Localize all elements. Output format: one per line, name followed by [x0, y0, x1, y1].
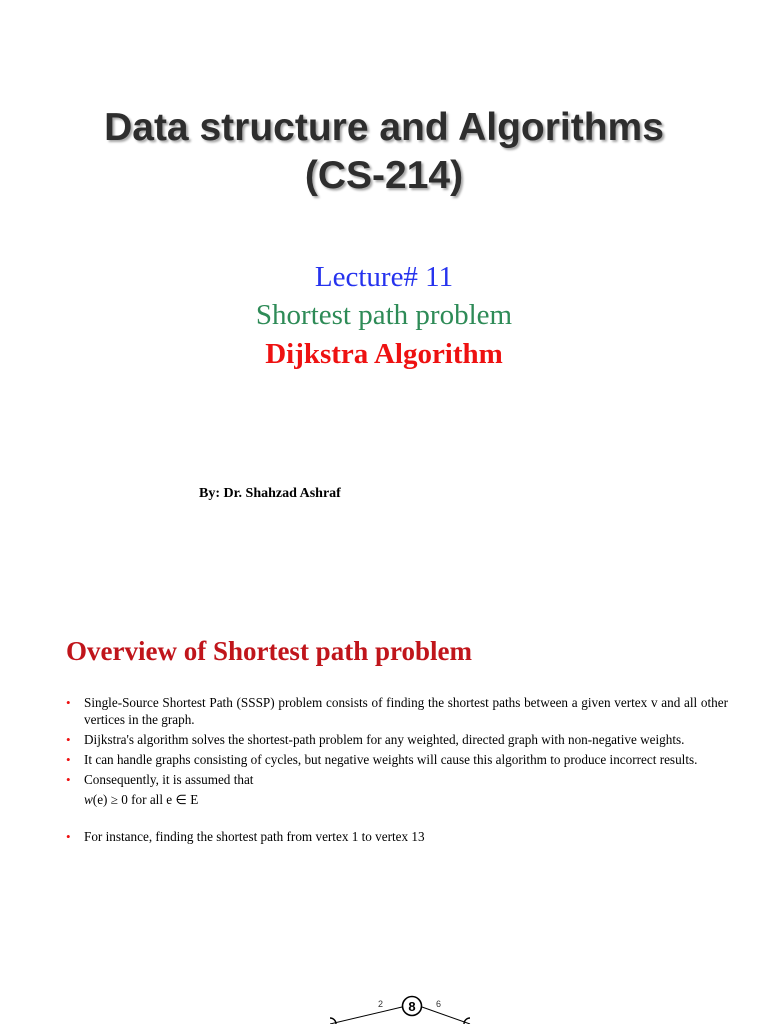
bullet-text: It can handle graphs consisting of cycles, but negative weights will cause this algorithm to produce incorrect results.: [84, 752, 698, 767]
topic-title: Shortest path problem: [255, 299, 513, 331]
bullet-text: Single-Source Shortest Path (SSSP) problem consists of finding the shortest paths between a given vertex v and all other vertices in the graph.: [84, 695, 728, 727]
formula-w: w: [84, 792, 93, 807]
bullet-item: [66, 771, 728, 808]
bullet-text: For instance, finding the shortest path from vertex 1 to vertex 13: [84, 829, 425, 844]
formula-rest: (e) ≥ 0 for all e ∈ E: [92, 792, 199, 807]
bullet-item: [66, 751, 728, 768]
bullet-dot-icon: •: [66, 732, 71, 747]
graph-edge-label-right: 6: [436, 999, 442, 1009]
graph-edge-left: [330, 1007, 402, 1024]
course-title-line1: Data structure and Algorithms: [104, 106, 664, 149]
algorithm-title: Dijkstra Algorithm: [265, 338, 503, 370]
graph-edge-right: [422, 1007, 470, 1024]
bullet-dot-icon: •: [66, 829, 71, 844]
bullet-item: [66, 731, 728, 748]
lecture-number: Lecture# 11: [314, 261, 454, 293]
bullet-text: Consequently, it is assumed that: [84, 772, 254, 787]
overview-slide: [0, 612, 768, 1024]
graph-edge-label-left: 2: [378, 999, 384, 1009]
graph-node-label: 8: [408, 999, 416, 1014]
bullet-dot-icon: •: [66, 752, 71, 767]
bullet-text: Dijkstra's algorithm solves the shortest-path problem for any weighted, directed graph with non-negative weights.: [84, 732, 685, 747]
bullet-dot-icon: •: [66, 772, 71, 787]
bullet-item: [66, 828, 728, 845]
bullet-dot-icon: •: [66, 695, 71, 710]
weight-formula: [84, 791, 728, 808]
course-title: [0, 104, 768, 200]
bullet-list: [66, 694, 728, 848]
graph-fragment: [330, 994, 490, 1024]
bullet-item: [66, 694, 728, 728]
author-line: By: Dr. Shahzad Ashraf: [199, 486, 341, 501]
overview-title: Overview of Shortest path problem: [66, 636, 472, 666]
course-title-line2: (CS-214): [304, 154, 464, 197]
